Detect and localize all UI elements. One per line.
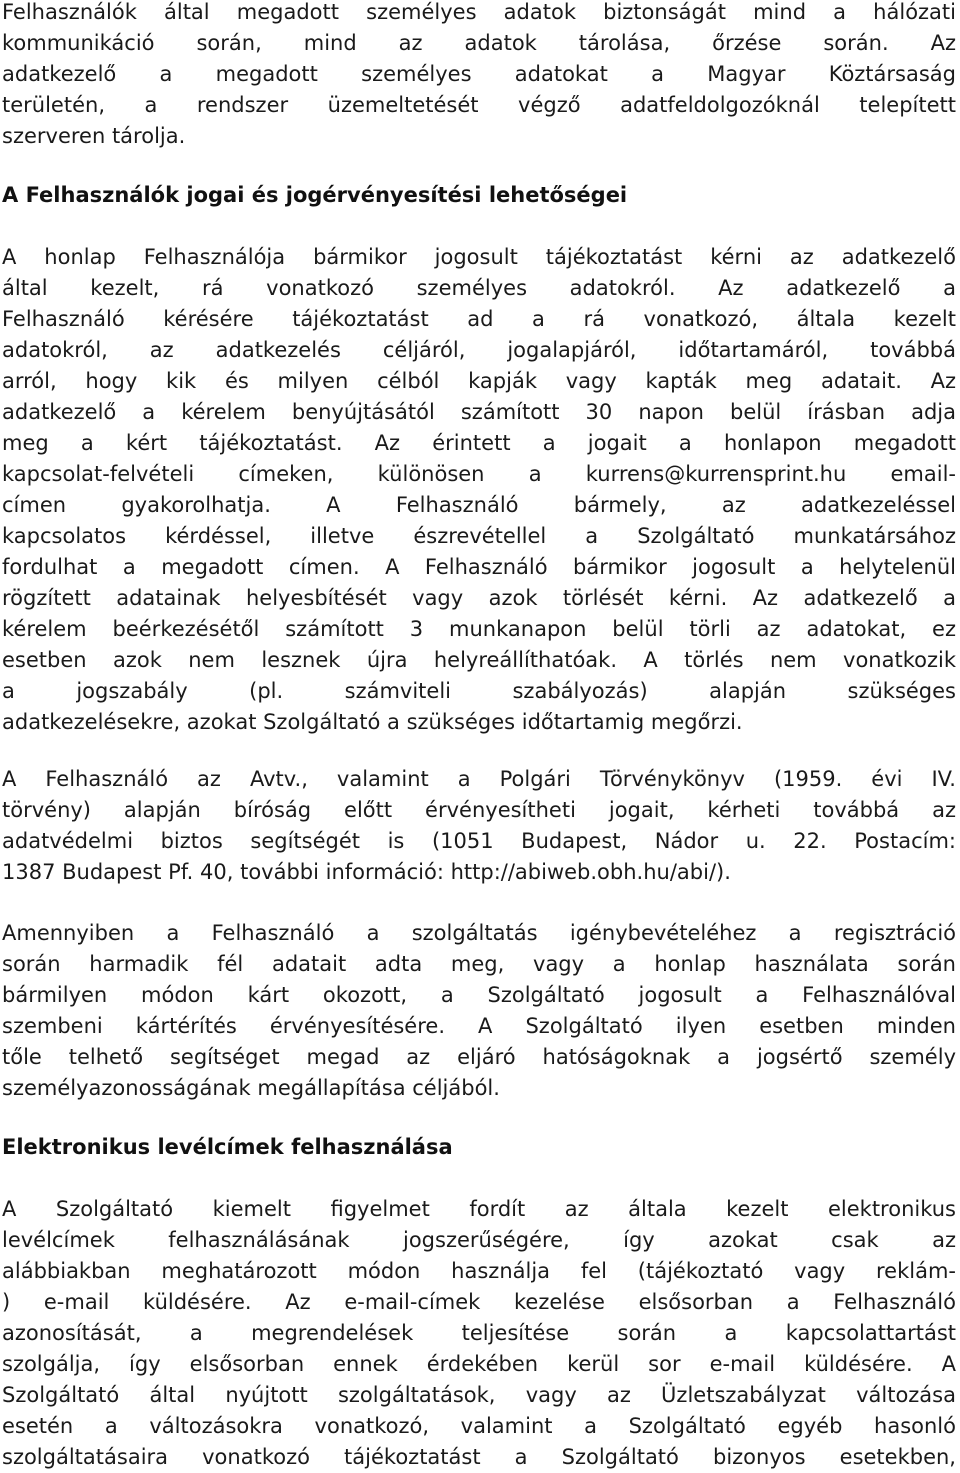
text-line: Szolgáltató által nyújtott szolgáltatások, vagy az Üzletszabályzat változása — [2, 1383, 956, 1407]
text-line: szolgáltatásaira vonatkozó tájékoztatást a Szolgáltató bizonyos esetekben, — [2, 1445, 956, 1469]
intro-paragraph — [2, 0, 956, 152]
text-line: esetben azok nem lesznek újra helyreállíthatóak. A törlés nem vonatkozik — [2, 648, 956, 672]
text-line: adatkezelő a kérelem benyújtásától számított 30 napon belül írásban adja — [2, 400, 956, 424]
text-line: személyazonosságának megállapítása céljából. — [2, 1076, 500, 1100]
text-line: ) e-mail küldésére. Az e-mail-címek kezelése elsősorban a Felhasználó — [2, 1290, 956, 1314]
text-line: szembeni kártérítés érvényesítésére. A Szolgáltató ilyen esetben minden — [2, 1014, 956, 1038]
avtv-paragraph — [2, 764, 956, 888]
text-line: törvény) alapján bíróság előtt érvényesítheti jogait, kérheti továbbá az — [2, 798, 956, 822]
text-line: tőle telhető segítséget megad az eljáró hatóságoknak a jogsértő személy — [2, 1045, 956, 1069]
text-line: A honlap Felhasználója bármikor jogosult tájékoztatást kérni az adatkezelő — [2, 245, 956, 269]
text-line: A Felhasználó az Avtv., valamint a Polgári Törvénykönyv (1959. évi IV. — [2, 767, 956, 791]
text-line: arról, hogy kik és milyen célból kapják vagy kapták meg adatait. Az — [2, 369, 956, 393]
text-line: kapcsolatos kérdéssel, illetve észrevétellel a Szolgáltató munkatársához — [2, 524, 956, 548]
text-line: meg a kért tájékoztatást. Az érintett a jogait a honlapon megadott — [2, 431, 956, 455]
text-line: 1387 Budapest Pf. 40, további információ: http://abiweb.obh.hu/abi/). — [2, 860, 731, 884]
text-line: esetén a változásokra vonatkozó, valamint a Szolgáltató egyéb hasonló — [2, 1414, 956, 1438]
email-paragraph — [2, 1194, 956, 1473]
text-line: alábbiakban meghatározott módon használja fel (tájékoztató vagy reklám- — [2, 1259, 956, 1283]
text-line: azonosítását, a megrendelések teljesítése során a kapcsolattartást — [2, 1321, 956, 1345]
text-line: szolgálja, így elsősorban ennek érdekében kerül sor e-mail küldésére. A — [2, 1352, 956, 1376]
text-line: Amennyiben a Felhasználó a szolgáltatás igénybevételéhez a regisztráció — [2, 921, 956, 945]
text-line: kommunikáció során, mind az adatok tárolása, őrzése során. Az — [2, 31, 956, 55]
text-line: által kezelt, rá vonatkozó személyes adatokról. Az adatkezelő a — [2, 276, 956, 300]
rights-paragraph — [2, 242, 956, 738]
text-line: adatokról, az adatkezelés céljáról, jogalapjáról, időtartamáról, továbbá — [2, 338, 956, 362]
text-line: területén, a rendszer üzemeltetését végző adatfeldolgozóknál telepített — [2, 93, 956, 117]
text-line: Felhasználók által megadott személyes adatok biztonságát mind a hálózati — [2, 0, 956, 24]
text-line: kérelem beérkezésétől számított 3 munkanapon belül törli az adatokat, ez — [2, 617, 956, 641]
text-line: fordulhat a megadott címen. A Felhasználó bármikor jogosult a helytelenül — [2, 555, 956, 579]
text-line: levélcímek felhasználásának jogszerűségére, így azokat csak az — [2, 1228, 956, 1252]
text-line: adatkezelésekre, azokat Szolgáltató a szükséges időtartamig megőrzi. — [2, 710, 743, 734]
text-line: bármilyen módon kárt okozott, a Szolgáltató jogosult a Felhasználóval — [2, 983, 956, 1007]
section-heading-email: Elektronikus levélcímek felhasználása — [2, 1135, 453, 1159]
text-line: Felhasználó kérésére tájékoztatást ad a rá vonatkozó, általa kezelt — [2, 307, 956, 331]
text-line: a jogszabály (pl. számviteli szabályozás) alapján szükséges — [2, 679, 956, 703]
text-line: A Szolgáltató kiemelt figyelmet fordít az általa kezelt elektronikus — [2, 1197, 956, 1221]
text-line: címen gyakorolhatja. A Felhasználó bármely, az adatkezeléssel — [2, 493, 956, 517]
text-line: kapcsolat-felvételi címeken, különösen a kurrens@kurrensprint.hu email- — [2, 462, 956, 486]
text-line: rögzített adatainak helyesbítését vagy azok törlését kérni. Az adatkezelő a — [2, 586, 956, 610]
text-line: szerveren tárolja. — [2, 124, 186, 148]
text-line: során harmadik fél adatait adta meg, vagy a honlap használata során — [2, 952, 956, 976]
third-party-paragraph — [2, 918, 956, 1104]
section-heading-rights: A Felhasználók jogai és jogérvényesítési lehetőségei — [2, 183, 628, 207]
text-line: adatkezelő a megadott személyes adatokat a Magyar Köztársaság — [2, 62, 956, 86]
text-line: adatvédelmi biztos segítségét is (1051 Budapest, Nádor u. 22. Postacím: — [2, 829, 956, 853]
